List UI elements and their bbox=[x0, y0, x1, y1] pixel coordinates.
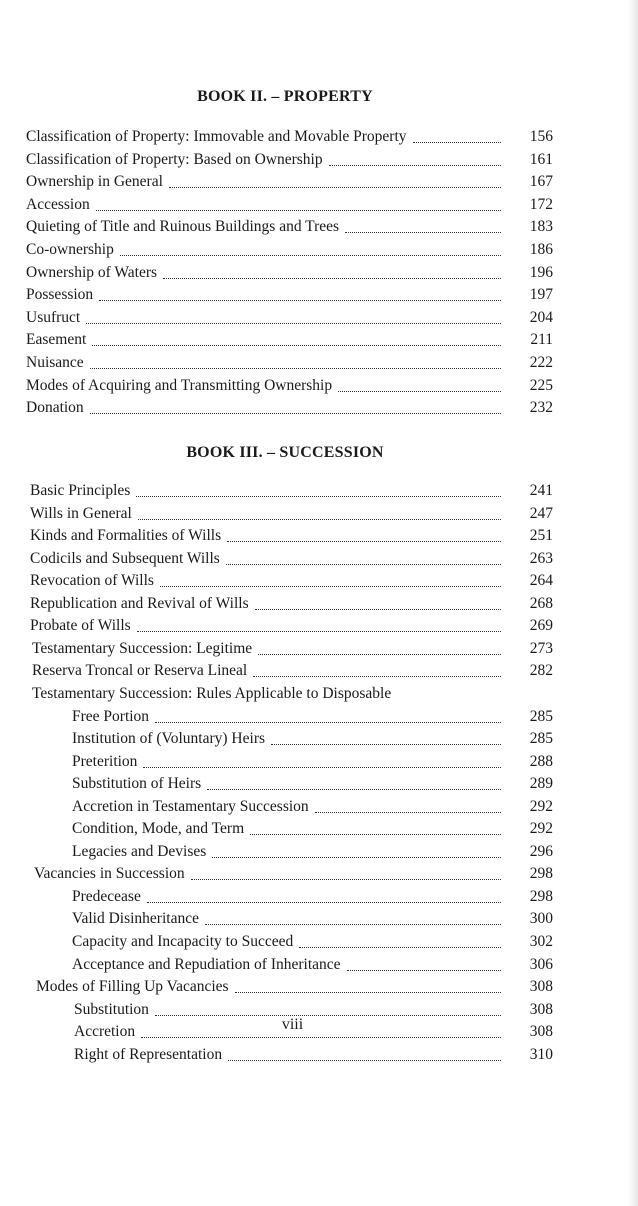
toc-entry-title: Accretion in Testamentary Succession bbox=[72, 797, 309, 815]
toc-entry-title: Substitution of Heirs bbox=[72, 775, 202, 793]
dot-leader bbox=[143, 766, 501, 768]
toc-entry-title: Nuisance bbox=[26, 354, 84, 371]
toc-entry[interactable] bbox=[32, 683, 553, 705]
toc-entry-title: Testamentary Succession: Rules Applicable to Disposable bbox=[32, 684, 392, 702]
toc-entry-page: 222 bbox=[529, 354, 553, 371]
toc-entry-title: Testamentary Succession: Legitime bbox=[32, 639, 253, 657]
toc-entry[interactable] bbox=[26, 194, 553, 216]
toc-entry-page: 306 bbox=[529, 955, 553, 973]
toc-entry[interactable] bbox=[72, 841, 553, 863]
toc-entry-page: 308 bbox=[529, 1000, 553, 1018]
toc-entry[interactable] bbox=[72, 954, 553, 976]
toc-entry-page: 300 bbox=[529, 910, 553, 928]
dot-leader bbox=[99, 299, 501, 301]
toc-entry[interactable] bbox=[32, 638, 553, 660]
dot-leader bbox=[299, 946, 501, 948]
dot-leader bbox=[138, 518, 501, 520]
toc-entry-title: Probate of Wills bbox=[30, 617, 131, 635]
toc-entry[interactable] bbox=[30, 593, 553, 615]
toc-entry-page: 292 bbox=[529, 797, 553, 815]
toc-entry-page: 269 bbox=[529, 617, 553, 635]
dot-leader bbox=[253, 675, 501, 677]
toc-entry-title: Free Portion bbox=[72, 707, 150, 725]
toc-entry-title: Ownership in General bbox=[26, 173, 163, 191]
dot-leader bbox=[347, 969, 501, 971]
toc-entry-page: 225 bbox=[529, 376, 553, 394]
dot-leader bbox=[137, 630, 501, 632]
toc-entry-title: Modes of Acquiring and Transmitting Ownership bbox=[26, 376, 333, 394]
toc-entry[interactable] bbox=[72, 796, 553, 818]
dot-leader bbox=[141, 1036, 501, 1038]
toc-entry-page: 167 bbox=[529, 173, 553, 191]
dot-leader bbox=[345, 231, 501, 233]
toc-entry-page: 263 bbox=[529, 549, 553, 567]
dot-leader bbox=[160, 585, 501, 587]
dot-leader bbox=[92, 344, 501, 346]
toc-entry[interactable] bbox=[26, 375, 553, 397]
dot-leader bbox=[271, 743, 501, 745]
toc-entry[interactable] bbox=[26, 149, 553, 171]
dot-leader bbox=[120, 254, 501, 256]
toc-entry[interactable] bbox=[26, 216, 553, 238]
dot-leader bbox=[96, 209, 501, 211]
toc-entry-page: 288 bbox=[529, 752, 553, 770]
dot-leader bbox=[413, 141, 501, 143]
dot-leader bbox=[191, 878, 501, 880]
toc-entry-page: 298 bbox=[529, 865, 553, 883]
toc-entry-page: 308 bbox=[529, 1023, 553, 1041]
toc-entry[interactable] bbox=[26, 171, 553, 193]
book-2-heading: BOOK II. – PROPERTY bbox=[197, 88, 373, 105]
toc-entry-page: 251 bbox=[529, 527, 553, 545]
toc-entry[interactable] bbox=[32, 660, 553, 682]
toc-entry-title: Possession bbox=[26, 286, 94, 304]
toc-entry-page: 285 bbox=[529, 707, 553, 725]
toc-entry-title: Codicils and Subsequent Wills bbox=[30, 549, 220, 567]
toc-entry-page: 268 bbox=[529, 594, 553, 612]
toc-entry[interactable] bbox=[30, 570, 553, 592]
toc-entry[interactable] bbox=[74, 1044, 553, 1066]
toc-entry[interactable] bbox=[72, 908, 553, 930]
toc-entry[interactable] bbox=[26, 284, 553, 306]
toc-entry-title: Donation bbox=[26, 399, 84, 417]
toc-entry-title: Basic Principles bbox=[30, 482, 131, 499]
toc-entry[interactable] bbox=[26, 307, 553, 329]
page-number: viii bbox=[281, 1016, 304, 1033]
toc-entry[interactable] bbox=[30, 615, 553, 637]
dot-leader bbox=[329, 164, 501, 166]
toc-entry[interactable] bbox=[30, 548, 553, 570]
toc-entry[interactable] bbox=[26, 352, 553, 374]
toc-entry[interactable] bbox=[72, 931, 553, 953]
toc-entry-title: Preterition bbox=[72, 752, 138, 770]
toc-entry-title: Vacancies in Succession bbox=[34, 865, 185, 883]
dot-leader bbox=[207, 788, 501, 790]
toc-entry-title: Substitution bbox=[74, 1000, 149, 1018]
dot-leader bbox=[338, 390, 501, 392]
toc-entry-title: Quieting of Title and Ruinous Buildings and Trees bbox=[26, 218, 340, 236]
toc-entry-title: Wills in General bbox=[30, 504, 132, 522]
toc-entry-page: 204 bbox=[529, 308, 553, 326]
toc-entry-title: Accretion bbox=[74, 1023, 136, 1041]
dot-leader bbox=[205, 923, 501, 925]
toc-entry-title: Institution of (Voluntary) Heirs bbox=[72, 730, 266, 748]
dot-leader bbox=[226, 563, 501, 565]
toc-entry[interactable] bbox=[36, 976, 553, 998]
toc-entry-page: 183 bbox=[529, 218, 553, 236]
dot-leader bbox=[155, 721, 501, 723]
toc-entry[interactable] bbox=[72, 886, 553, 908]
toc-entry[interactable] bbox=[26, 329, 553, 351]
toc-entry-title: Condition, Mode, and Term bbox=[72, 820, 245, 838]
toc-entry-title: Predecease bbox=[72, 887, 141, 905]
toc-entry[interactable] bbox=[26, 126, 553, 148]
toc-entry-title: Ownership of Waters bbox=[26, 263, 158, 281]
toc-entry-title: Capacity and Incapacity to Succeed bbox=[72, 933, 294, 950]
toc-entry-title: Republication and Revival of Wills bbox=[30, 594, 249, 612]
toc-entry-page: 298 bbox=[529, 887, 553, 905]
dot-leader bbox=[235, 991, 501, 993]
toc-entry-title: Valid Disinheritance bbox=[72, 910, 199, 928]
dot-leader bbox=[136, 495, 501, 497]
toc-entry[interactable] bbox=[26, 239, 553, 261]
toc-entry[interactable] bbox=[72, 728, 553, 750]
toc-entry-page: 308 bbox=[529, 978, 553, 996]
dot-leader bbox=[258, 653, 501, 655]
page-edge-shadow bbox=[628, 0, 638, 1206]
dot-leader bbox=[86, 322, 501, 324]
toc-entry-page: 211 bbox=[530, 331, 553, 349]
toc-entry-page: 310 bbox=[529, 1045, 553, 1063]
toc-entry-page: 302 bbox=[529, 933, 553, 950]
toc-entry-title: Classification of Property: Immovable and Movable Property bbox=[26, 128, 407, 145]
toc-entry-title: Accession bbox=[26, 195, 90, 213]
toc-entry-page: 285 bbox=[529, 730, 553, 748]
toc-entry-title: Legacies and Devises bbox=[72, 842, 207, 860]
dot-leader bbox=[315, 811, 501, 813]
toc-entry-page: 289 bbox=[529, 775, 553, 793]
toc-entry-title: Reserva Troncal or Reserva Lineal bbox=[32, 662, 248, 680]
book-3-heading: BOOK III. – SUCCESSION bbox=[186, 444, 384, 461]
dot-leader bbox=[90, 412, 501, 414]
toc-entry-page: 232 bbox=[529, 399, 553, 417]
toc-entry-title: Classification of Property: Based on Ownership bbox=[26, 150, 323, 168]
toc-entry-title: Modes of Filling Up Vacancies bbox=[36, 978, 229, 996]
toc-entry[interactable] bbox=[34, 863, 553, 885]
toc-entry-page: 292 bbox=[529, 820, 553, 838]
dot-leader bbox=[90, 367, 501, 369]
toc-entry-page: 296 bbox=[529, 842, 553, 860]
dot-leader bbox=[255, 608, 501, 610]
toc-entry[interactable] bbox=[72, 773, 553, 795]
toc-entry[interactable] bbox=[72, 706, 553, 728]
toc-entry-page: 247 bbox=[529, 504, 553, 522]
dot-leader bbox=[228, 1059, 501, 1061]
toc-entry[interactable] bbox=[26, 262, 553, 284]
toc-entry-page: 282 bbox=[529, 662, 553, 680]
dot-leader bbox=[163, 277, 501, 279]
dot-leader bbox=[227, 540, 501, 542]
toc-entry-title: Easement bbox=[26, 331, 87, 349]
toc-entry[interactable] bbox=[72, 751, 553, 773]
toc-entry-page: 161 bbox=[529, 150, 553, 168]
toc-entry[interactable] bbox=[30, 480, 553, 502]
toc-entry-page: 241 bbox=[529, 482, 553, 499]
toc-entry-title: Kinds and Formalities of Wills bbox=[30, 527, 222, 545]
toc-entry-title: Usufruct bbox=[26, 308, 81, 326]
dot-leader bbox=[250, 833, 501, 835]
dot-leader bbox=[147, 901, 501, 903]
dot-leader bbox=[169, 186, 501, 188]
toc-entry-page: 264 bbox=[529, 572, 553, 590]
toc-entry-page: 172 bbox=[529, 195, 553, 213]
toc-entry-title: Revocation of Wills bbox=[30, 572, 154, 590]
toc-entry-page: 196 bbox=[529, 263, 553, 281]
toc-entry-page: 186 bbox=[529, 241, 553, 258]
toc-entry[interactable] bbox=[30, 503, 553, 525]
toc-entry-title: Right of Representation bbox=[74, 1045, 223, 1063]
toc-entry-page: 197 bbox=[529, 286, 553, 304]
toc-entry-title: Co-ownership bbox=[26, 241, 114, 258]
toc-entry-title: Acceptance and Repudiation of Inheritance bbox=[72, 955, 341, 973]
toc-entry-page: 273 bbox=[529, 639, 553, 657]
toc-entry-page: 156 bbox=[529, 128, 553, 145]
toc-entry[interactable] bbox=[26, 397, 553, 419]
dot-leader bbox=[212, 856, 501, 858]
toc-entry[interactable] bbox=[72, 818, 553, 840]
toc-entry[interactable] bbox=[30, 525, 553, 547]
